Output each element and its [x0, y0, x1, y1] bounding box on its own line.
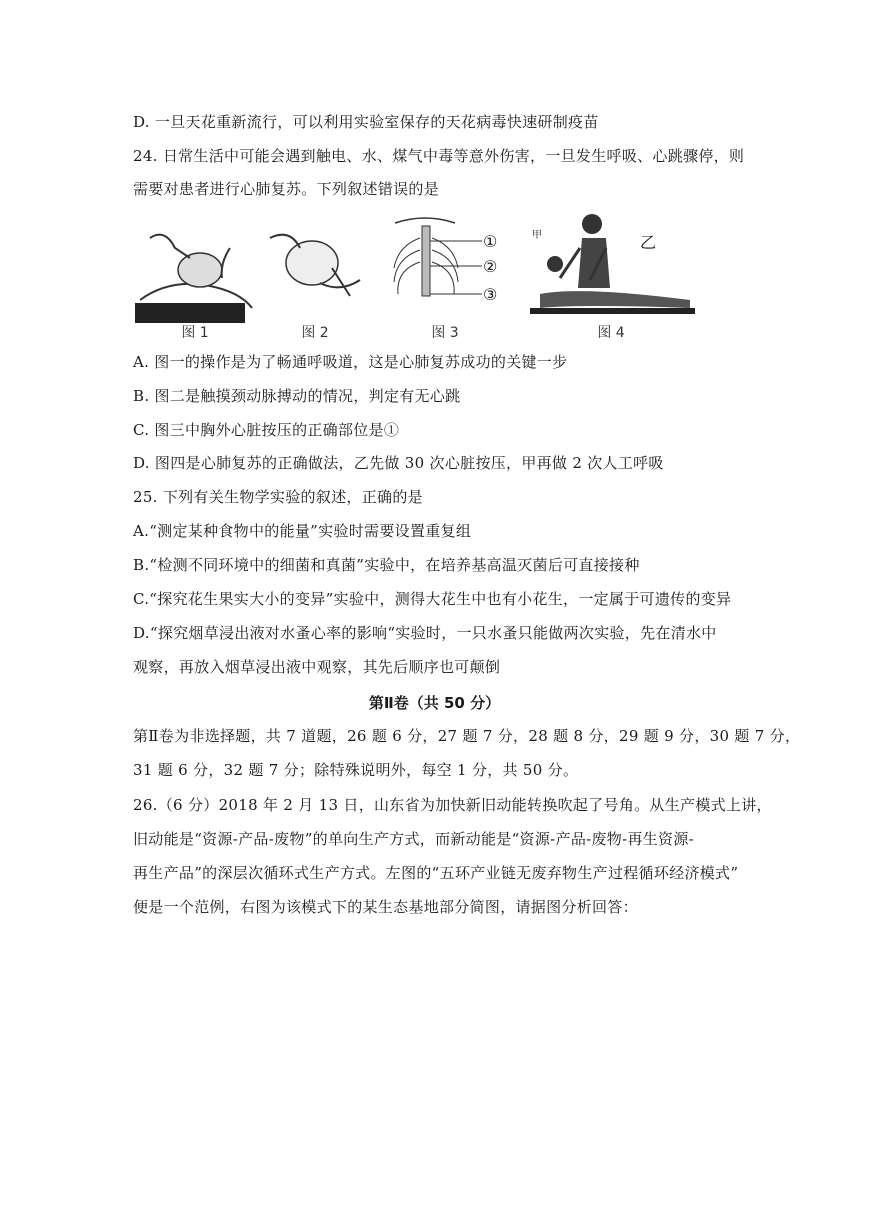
q25-option-a: A.“测定某种食物中的能量”实验时需要设置重复组: [133, 522, 472, 540]
section-2-intro-line2: 31 题 6 分，32 题 7 分；除特殊说明外，每空 1 分，共 50 分。: [133, 761, 579, 779]
figure-1-caption: 图 1: [181, 325, 209, 341]
q25-option-c: C.“探究花生果实大小的变异”实验中，测得大花生中也有小花生，一定属于可遗传的变异: [133, 590, 732, 608]
figure-3-caption: 图 3: [431, 325, 459, 341]
marker-1: ①: [483, 232, 498, 251]
figure-2: [260, 208, 370, 344]
person-label-yi: 乙: [640, 233, 657, 252]
q24-option-a: A. 图一的操作是为了畅通呼吸道，这是心肺复苏成功的关键一步: [133, 353, 568, 371]
marker-2: ②: [483, 257, 498, 276]
q26-line1: 26.（6 分）2018 年 2 月 13 日，山东省为加快新旧动能转换吹起了号角。从生产模式上讲，: [133, 796, 772, 814]
q26-line4: 便是一个范例，右图为该模式下的某生态基地部分简图，请据图分析回答：: [133, 898, 638, 916]
q25-stem: 25. 下列有关生物学实验的叙述，正确的是: [133, 488, 423, 506]
q25-option-b: B.“检测不同环境中的细菌和真菌”实验中，在培养基高温灭菌后可直接接种: [133, 556, 640, 574]
q26-line3: 再生产品”的深层次循环式生产方式。左图的“五环产业链无废弃物生产过程循环经济模式”: [133, 864, 739, 882]
figure-4-caption: 图 4: [597, 325, 625, 341]
q24-option-c: C. 图三中胸外心脏按压的正确部位是①: [133, 421, 400, 439]
q25-option-d-line1: D.“探究烟草浸出液对水蚤心率的影响“实验时，一只水蚤只能做两次实验，先在清水中: [133, 624, 717, 642]
figure-4: [520, 208, 702, 344]
q25-option-d-line2: 观察，再放入烟草浸出液中观察，其先后顺序也可颠倒: [133, 658, 501, 676]
figure-3: [370, 208, 520, 344]
section-2-title: 第Ⅱ卷（共 50 分）: [368, 694, 501, 712]
q24-stem-line1: 24. 日常生活中可能会遇到触电、水、煤气中毒等意外伤害，一旦发生呼吸、心跳骤停，则: [133, 147, 745, 165]
q24-stem-line2: 需要对患者进行心肺复苏。下列叙述错误的是: [133, 180, 440, 198]
cpr-figure-strip: [130, 208, 702, 344]
figure-1: [130, 208, 260, 344]
q24-option-d: D. 图四是心肺复苏的正确做法，乙先做 30 次心脏按压，甲再做 2 次人工呼吸: [133, 454, 664, 472]
figure-2-caption: 图 2: [301, 325, 329, 341]
q23-option-d: D. 一旦天花重新流行，可以利用实验室保存的天花病毒快速研制疫苗: [133, 113, 599, 131]
person-label-jia: 甲: [532, 230, 542, 241]
q24-option-b: B. 图二是触摸颈动脉搏动的情况，判定有无心跳: [133, 387, 461, 405]
marker-3: ③: [483, 285, 498, 304]
q26-line2: 旧动能是“资源-产品-废物”的单向生产方式，而新动能是“资源-产品-废物-再生资源-: [133, 830, 695, 848]
section-2-intro-line1: 第Ⅱ卷为非选择题，共 7 道题，26 题 6 分，27 题 7 分，28 题 8 分，29 题 9 分，30 题 7 分，: [133, 727, 801, 745]
